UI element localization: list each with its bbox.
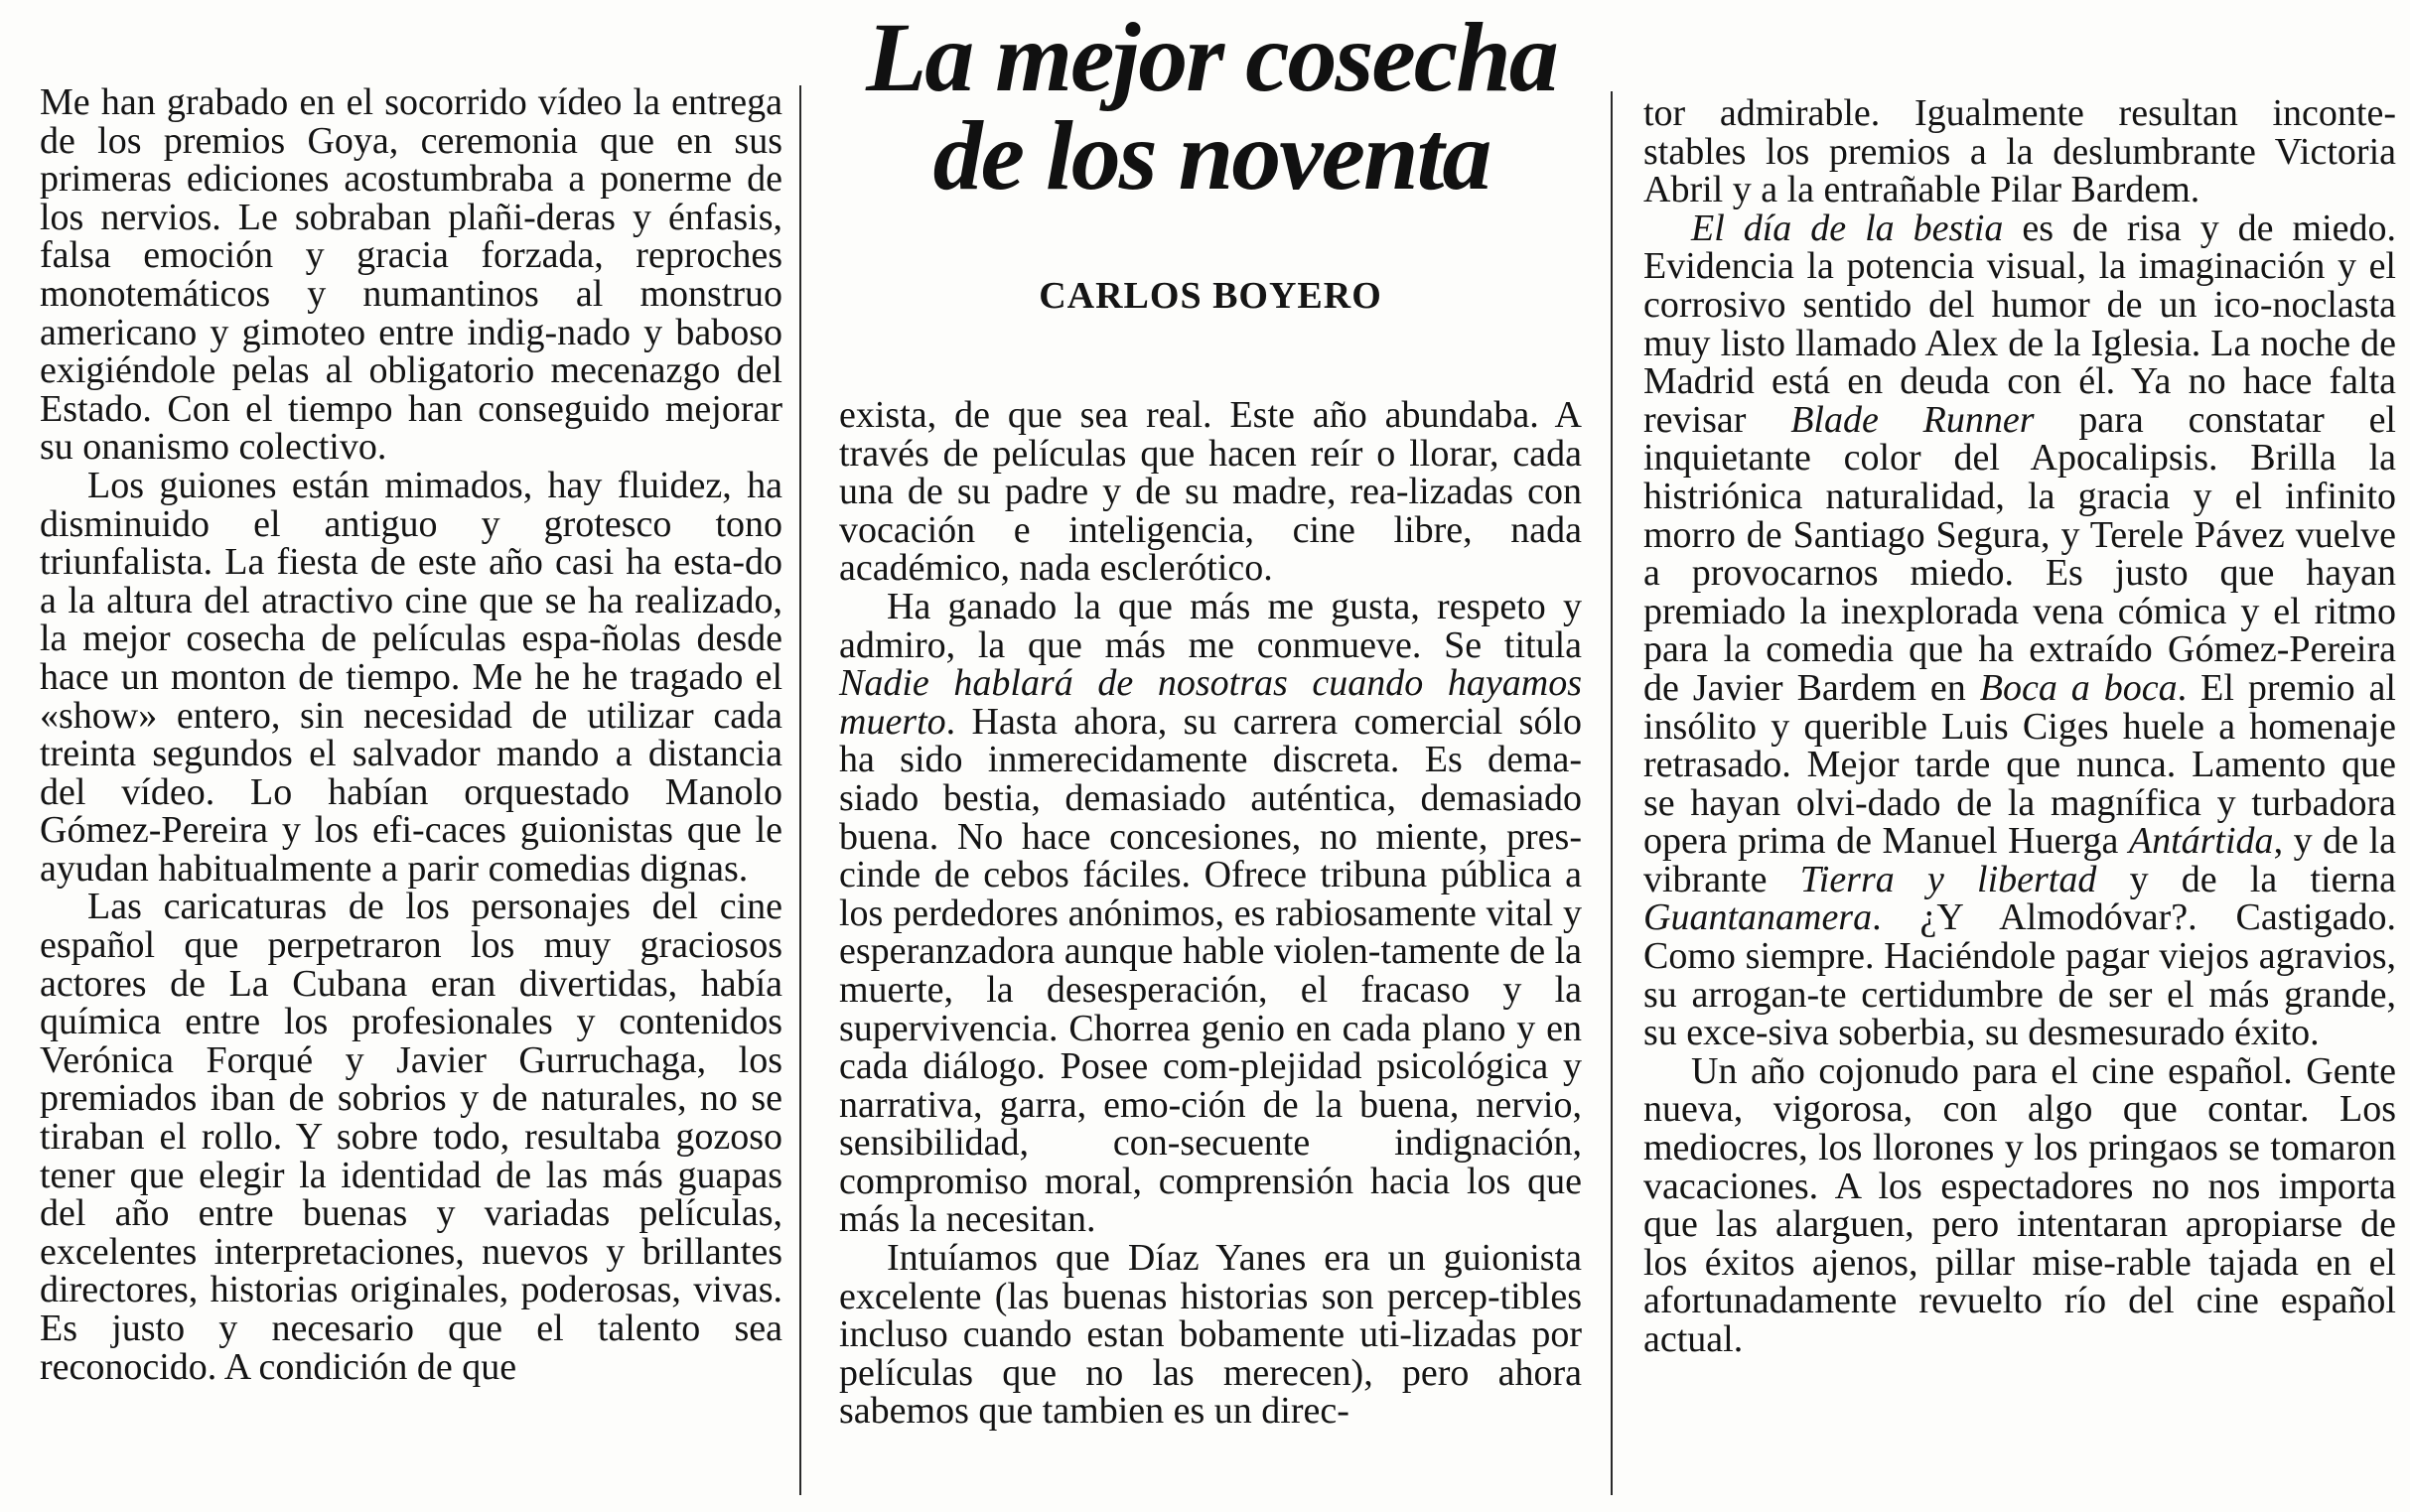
text-run: . ¿Y Almodóvar?. Castigado. Como siempre. Haciéndole pagar viejos agravios, su arrogan-te certidumbre de ser el más grande, su exce-siva soberbia, su desmesurado éxito. — [1643, 896, 2396, 1054]
film-title: Blade Runner — [1790, 398, 2035, 441]
text-run: , y de la vibrante — [1643, 820, 2397, 900]
film-title: Nadie hablará de nosotras cuando hayamos muerto — [839, 662, 1582, 743]
article-headline: La mejor cosecha de los noventa — [866, 2, 1557, 210]
article-column-2 — [839, 396, 1582, 1431]
text-run: . Hasta ahora, su carrera comercial sólo ha sido inmerecidamente discreta. Es dema-siado bestia, demasiado auténtica, demasiado buena. No hace concesiones, no miente, pres-cinde de cebos fáciles. Ofrece tribuna pública a los perdedores anónimos, es rabiosamente vital y esperanzadora aunque hable violen-tamente de la muerte, la desesperación, el fracaso y la supervivencia. Chorrea genio en cada plano y en cada diálogo. Posee com-plejidad psicológica y narrativa, garra, emo-ción de la buena, nervio, sensibilidad, con-secuente indignación, compromiso moral, comprensión hacia los que más la necesitan. — [839, 700, 1583, 1241]
paragraph: Los guiones están mimados, hay fluidez, ha disminuido el antiguo y grotesco tono triunfalista. La fiesta de este año casi ha esta-do a la altura del atractivo cine que se ha realizado, la mejor cosecha de películas espa-ñolas desde hace un monton de tiempo. Me he he tragado el «show» entero, sin necesidad de utilizar cada treinta segundos el salvador mando a distancia del vídeo. Lo habían orquestado Manolo Gómez-Pereira y los efi-caces guionistas que le ayudan habitualmente a parir comedias dignas. — [40, 464, 782, 890]
text-run: Ha ganado la que más me gusta, respeto y admiro, la que más me conmueve. Se titula — [839, 585, 1582, 666]
column-divider-1 — [799, 85, 801, 1495]
paragraph: Las caricaturas de los personajes del cine español que perpetraron los muy graciosos actores de La Cubana eran divertidas, había química entre los profesionales y contenidos Verónica Forqué y Javier Gurruchaga, los premiados iban de sobrios y de naturales, no se tiraban el rollo. Y sobre todo, resultaba gozoso tener que elegir la identidad de las más guapas del año entre buenas y variadas películas, excelentes interpretaciones, nuevos y brillantes directores, historias originales, poderosas, vivas. Es justo y necesario que el talento sea reconocido. A condición de que — [40, 886, 782, 1388]
paragraph — [1643, 206, 2397, 1054]
paragraph: Un año cojonudo para el cine español. Gente nueva, vigorosa, con algo que contar. Los mediocres, los llorones y los pringaos se tomaron vacaciones. A los espectadores no nos importa que las alarguen, pero intentaran apropiarse de los éxitos ajenos, pillar mise-rable tajada en el afortunadamente revuelto río del cine español actual. — [1643, 1049, 2396, 1360]
text-run: para constatar el inquietante color del Apocalipsis. Brilla la histriónica naturalidad, la gracia y el infinito morro de Santiago Segura, y Terele Pávez vuelve a provocarnos miedo. Es justo que hayan premiado la inexplorada vena cómica y el ritmo para la comedia que ha extraído Gómez-Pereira de Javier Bardem en — [1643, 398, 2396, 709]
article-column-3 — [1643, 94, 2396, 1359]
paragraph: Me han grabado en el socorrido vídeo la entrega de los premios Goya, ceremonia que en sus primeras ediciones acostumbraba a ponerme de los nervios. Le sobraban plañi-deras y énfasis, falsa emoción y gracia forzada, reproches monotemáticos y numantinos al monstruo americano y gimoteo entre indig-nado y baboso exigiéndole pelas al obligatorio mecenazgo del Estado. Con el tiempo han conseguido mejorar su onanismo colectivo. — [40, 81, 782, 469]
paragraph: Intuíamos que Díaz Yanes era un guionista excelente (las buenas historias son percep-tibles incluso cuando estan bobamente uti-lizadas por películas que no las merecen), pero ahora sabemos que tambien es un direc- — [839, 1237, 1582, 1433]
film-title: Tierra y libertad — [1799, 858, 2097, 900]
text-run: y de la tierna — [2096, 858, 2396, 900]
film-title: Antártida — [2128, 820, 2274, 863]
film-title: Boca a boca — [1979, 666, 2178, 709]
text-run: es de risa y de miedo. Evidencia la potencia visual, la imaginación y el corrosivo sentido del humor de un ico-noclasta muy listo llamado Alex de la Iglesia. La noche de Madrid está en deuda con él. Ya no hace falta revisar — [1643, 206, 2396, 441]
text-run: . El premio al insólito y querible Luis Ciges huele a homenaje retrasado. Mejor tarde que nunca. Lamento que se hayan olvi-dado de la magnífica y turbadora opera prima de Manuel Huerga — [1643, 666, 2396, 863]
column-divider-2 — [1611, 91, 1613, 1495]
paragraph: tor admirable. Igualmente resultan inconte-stables los premios a la deslumbrante Victoria Abril y a la entrañable Pilar Bardem. — [1643, 92, 2396, 211]
article-byline: CARLOS BOYERO — [1039, 275, 1382, 317]
paragraph: exista, de que sea real. Este año abundaba. A través de películas que hacen reír o llorar, cada una de su padre y de su madre, rea-lizadas con vocación e inteligencia, cine libre, nada académico, nada esclerótico. — [839, 394, 1582, 590]
film-title: Guantanamera — [1643, 896, 1873, 939]
paragraph — [839, 585, 1583, 1241]
film-title: El día de la bestia — [1691, 206, 2004, 249]
article-column-1 — [40, 83, 782, 1386]
